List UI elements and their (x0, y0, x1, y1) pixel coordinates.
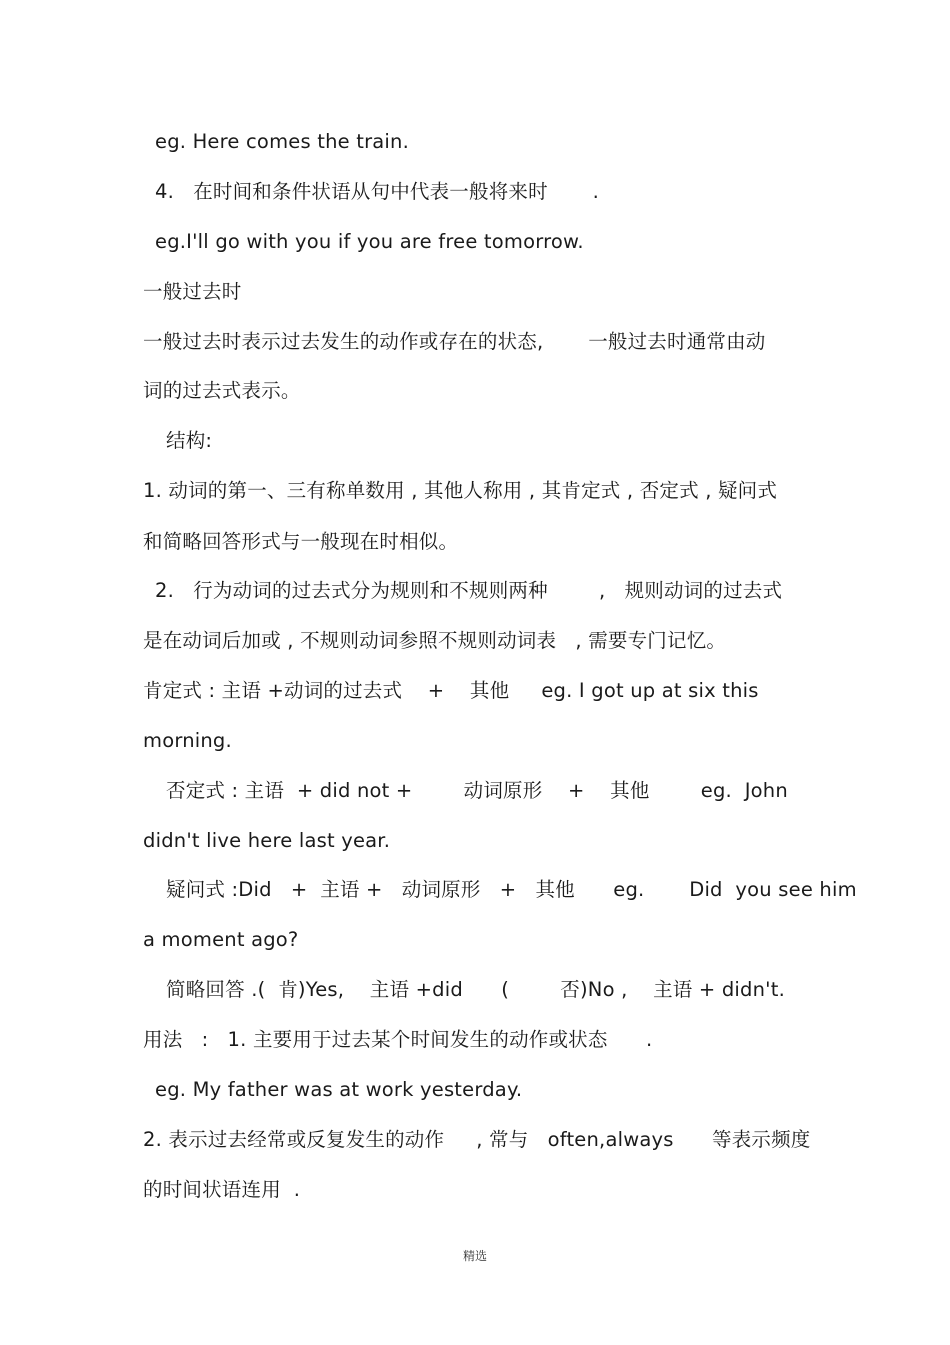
text-line-example-tomorrow: eg.I'll go with you if you are free tomorrow. (155, 230, 584, 253)
text-line-question-cont: a moment ago? (143, 928, 299, 951)
text-line-question: 疑问式 :Did + 主语 + 动词原形 + 其他 eg. Did you see him (166, 878, 857, 901)
text-line-structure-1: 1. 动词的第一、三有称单数用 , 其他人称用 , 其肯定式 , 否定式 , 疑问式 (143, 479, 778, 502)
subheading-structure: 结构: (166, 429, 213, 452)
text-line-usage-2-cont: 的时间状语连用 . (143, 1178, 301, 1201)
text-line-definition: 一般过去时表示过去发生的动作或存在的状态, 一般过去时通常由动 (143, 330, 766, 353)
section-heading-simple-past: 一般过去时 (143, 280, 242, 303)
text-line-structure-2: 2. 行为动词的过去式分为规则和不规则两种 , 规则动词的过去式 (155, 579, 783, 602)
text-line-example-train: eg. Here comes the train. (155, 130, 410, 153)
text-line-example-work: eg. My father was at work yesterday. (155, 1078, 523, 1101)
text-line-affirmative: 肯定式 : 主语 +动词的过去式 + 其他 eg. I got up at six this (143, 679, 759, 702)
text-line-short-answer: 简略回答 .( 肯)Yes, 主语 +did ( 否)No , 主语 + didn't. (166, 978, 785, 1001)
text-line-structure-2-cont: 是在动词后加或 , 不规则动词参照不规则动词表 , 需要专门记忆。 (143, 629, 727, 652)
text-line-rule-4: 4. 在时间和条件状语从句中代表一般将来时 . (155, 180, 599, 203)
text-line-definition-cont: 词的过去式表示。 (143, 379, 301, 402)
text-line-usage-1: 用法 : 1. 主要用于过去某个时间发生的动作或状态 . (143, 1028, 653, 1051)
text-line-usage-2: 2. 表示过去经常或反复发生的动作 , 常与 often,always 等表示频度 (143, 1128, 811, 1151)
text-line-structure-1-cont: 和简略回答形式与一般现在时相似。 (143, 530, 459, 553)
text-line-negative: 否定式 : 主语 + did not + 动词原形 + 其他 eg. John (166, 779, 788, 802)
page-footer-label: 精选 (462, 1249, 487, 1263)
text-line-negative-cont: didn't live here last year. (143, 829, 391, 852)
text-line-affirmative-cont: morning. (143, 729, 232, 752)
